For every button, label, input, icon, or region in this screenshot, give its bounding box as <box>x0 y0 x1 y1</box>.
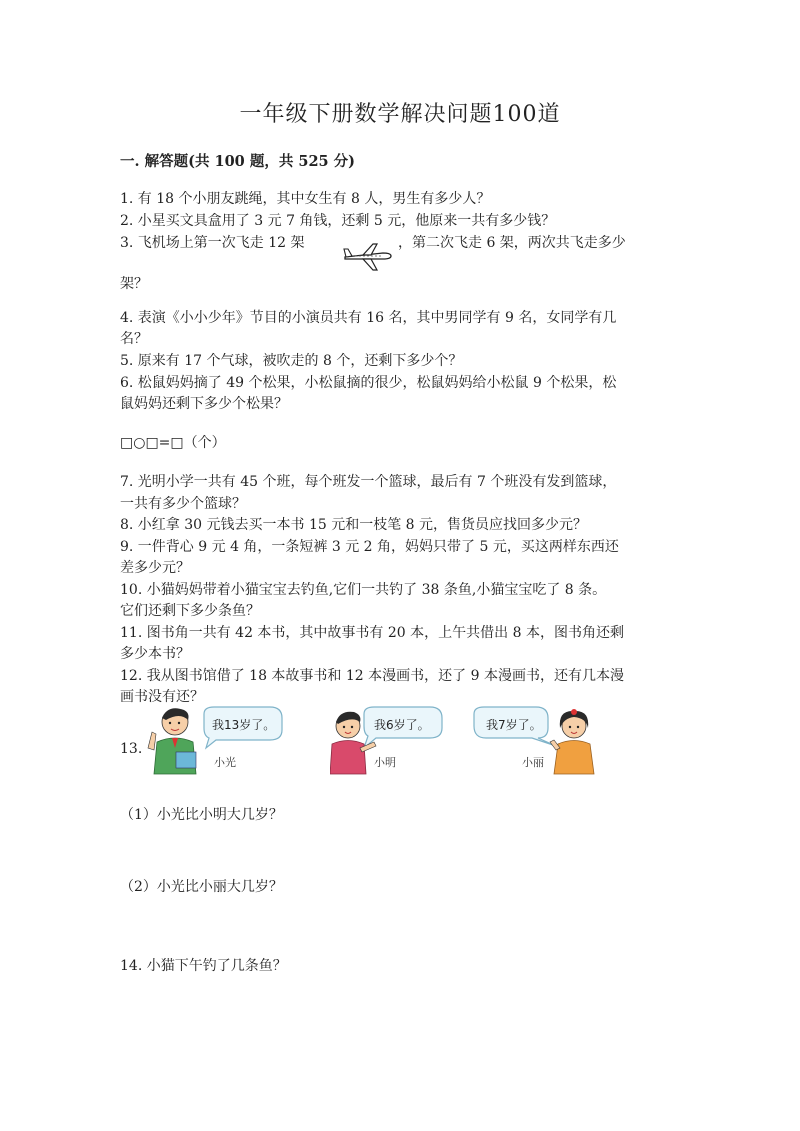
question-10-line-2: 它们还剩下多少条鱼？ <box>120 603 260 619</box>
page-title: 一年级下册数学解决问题100道 <box>239 102 561 127</box>
equation-template: □○□=□（个） <box>120 435 226 451</box>
kid-xiaoming-speech: 我6岁了。 <box>374 718 430 732</box>
kid-xiaoguang-name: 小光 <box>214 756 236 769</box>
kid-xiaoguang-illustration <box>142 704 292 776</box>
question-12-line-2: 画书没有还？ <box>120 689 204 705</box>
question-2: 2. 小星买文具盒用了 3 元 7 角钱，还剩 5 元，他原来一共有多少钱？ <box>120 213 556 229</box>
question-5: 5. 原来有 17 个气球，被吹走的 8 个，还剩下多少个？ <box>120 353 463 369</box>
question-11-line-2: 多少本书？ <box>120 646 190 662</box>
kid-xiaoming-name: 小明 <box>374 756 396 769</box>
question-10-line-1: 10. 小猫妈妈带着小猫宝宝去钓鱼,它们一共钓了 38 条鱼,小猫宝宝吃了 8 条。 <box>120 582 607 598</box>
question-6-line-2: 鼠妈妈还剩下多少个松果？ <box>120 396 288 412</box>
question-1: 1. 有 18 个小朋友跳绳，其中女生有 8 人，男生有多少人？ <box>120 191 491 207</box>
question-3-part-c: 架？ <box>120 276 148 292</box>
kid-xiaoli-speech: 我7岁了。 <box>486 718 542 732</box>
question-11-line-1: 11. 图书角一共有 42 本书，其中故事书有 20 本，上午共借出 8 本，图书角还剩 <box>120 625 624 641</box>
question-13-part-1: （1）小光比小明大几岁？ <box>120 807 283 823</box>
kid-xiaoli-illustration <box>470 704 600 776</box>
question-8: 8. 小红拿 30 元钱去买一本书 15 元和一枝笔 8 元，售货员应找回多少元？ <box>120 517 588 533</box>
kid-xiaoming-illustration <box>330 704 450 776</box>
question-7-line-1: 7. 光明小学一共有 45 个班，每个班发一个篮球，最后有 7 个班没有发到篮球， <box>120 474 617 490</box>
question-7-line-2: 一共有多少个篮球？ <box>120 496 246 512</box>
question-13-part-2: （2）小光比小丽大几岁？ <box>120 879 283 895</box>
question-4-line-1: 4. 表演《小小少年》节目的小演员共有 16 名，其中男同学有 9 名，女同学有几 <box>120 310 617 326</box>
question-3-part-a: 3. 飞机场上第一次飞走 12 架 <box>120 235 305 251</box>
kid-xiaoli-name: 小丽 <box>522 756 544 769</box>
question-9-line-1: 9. 一件背心 9 元 4 角，一条短裤 3 元 2 角，妈妈只带了 5 元，买这两样东西还 <box>120 539 619 555</box>
airplane-icon <box>343 240 393 272</box>
question-12-line-1: 12. 我从图书馆借了 18 本故事书和 12 本漫画书，还了 9 本漫画书，还有几本漫 <box>120 668 624 684</box>
kid-xiaoguang-speech: 我13岁了。 <box>212 718 276 732</box>
question-6-line-1: 6. 松鼠妈妈摘了 49 个松果，小松鼠摘的很少，松鼠妈妈给小松鼠 9 个松果，松 <box>120 375 617 391</box>
section-heading: 一. 解答题(共 100 题，共 525 分) <box>120 153 356 170</box>
question-4-line-2: 名？ <box>120 331 148 347</box>
question-13-label: 13. <box>120 741 143 757</box>
question-14: 14. 小猫下午钓了几条鱼？ <box>120 958 287 974</box>
question-9-line-2: 差多少元？ <box>120 560 190 576</box>
question-3-part-b: ，第二次飞走 6 架，两次共飞走多少 <box>398 235 626 251</box>
